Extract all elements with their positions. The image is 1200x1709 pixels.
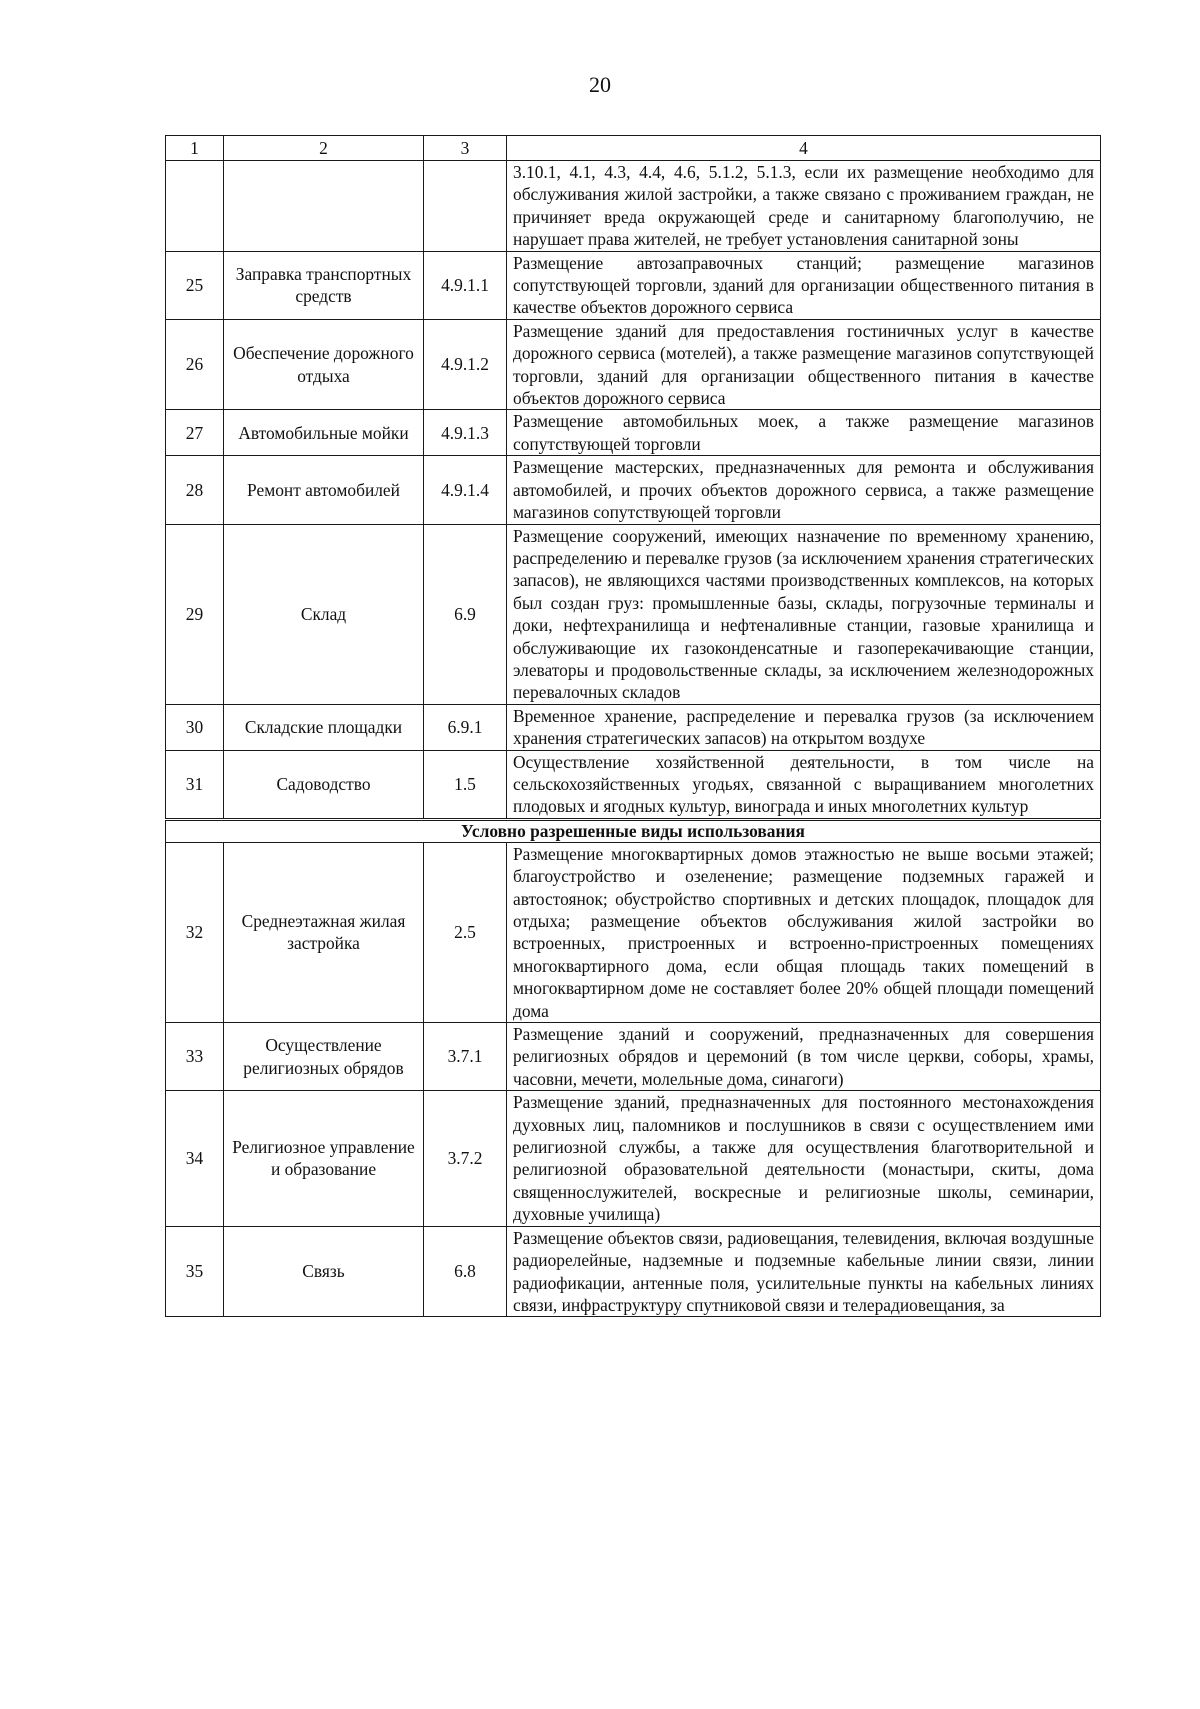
land-use-name: Склад: [224, 524, 424, 704]
land-use-description: Осуществление хозяйственной деятельности, в том числе на сельскохозяйственных угодьях, связанной с выращиванием многолетних плодовых и ягодных культур, винограда и иных многолетних культур: [507, 750, 1101, 819]
section-title: Условно разрешенные виды использования: [166, 819, 1101, 842]
land-use-description: Размещение объектов связи, радиовещания, телевидения, включая воздушные радиорелейные, надземные и подземные кабельные линии связи, линии радиофикации, антенные поля, усилительные пункты на кабельных линиях связи, инфраструктуру спутниковой связи и телерадиовещания, за: [507, 1226, 1101, 1317]
land-use-name: Садоводство: [224, 750, 424, 819]
land-use-description: Размещение многоквартирных домов этажностью не выше восьми этажей; благоустройство и озеленение; размещение подземных гаражей и автостоянок; обустройство спортивных и детских площадок, площадок для отдыха; размещение объектов обслуживания жилой застройки во встроенных, пристроенных и встроенно-пристроенных помещениях многоквартирного дома, если общая площадь таких помещений в многоквартирном доме не составляет более 20% общей площади помещений дома: [507, 842, 1101, 1022]
row-number: 26: [166, 319, 224, 410]
land-use-name: Среднеэтажная жилая застройка: [224, 842, 424, 1022]
land-use-description: Размещение зданий, предназначенных для постоянного местонахождения духовных лиц, паломников и послушников в связи с осуществлением ими религиозной службы, а также для осуществления благотворительной и религиозной образовательной деятельности (монастыри, скиты, дома священнослужителей, воскресные и религиозные школы, семинарии, духовные училища): [507, 1091, 1101, 1226]
land-use-description: Размещение зданий для предоставления гостиничных услуг в качестве дорожного сервиса (мотелей), а также размещение магазинов сопутствующей торговли, зданий для организации общественного питания в качестве объектов дорожного сервиса: [507, 319, 1101, 410]
land-use-name: Связь: [224, 1226, 424, 1317]
land-use-name: Религиозное управление и образование: [224, 1091, 424, 1226]
classifier-code: 4.9.1.3: [424, 410, 507, 456]
header-cell-2: 2: [224, 136, 424, 161]
land-use-name: Заправка транспортных средств: [224, 251, 424, 319]
land-use-description: Размещение мастерских, предназначенных для ремонта и обслуживания автомобилей, и прочих объектов дорожного сервиса, а также размещение магазинов сопутствующей торговли: [507, 456, 1101, 524]
land-use-name: Автомобильные мойки: [224, 410, 424, 456]
page-number: 20: [589, 72, 611, 97]
land-use-description: Размещение сооружений, имеющих назначение по временному хранению, распределению и перевалке грузов (за исключением хранения стратегических запасов), не являющихся частями производственных комплексов, на которых был создан груз: промышленные базы, склады, погрузочные терминалы и доки, нефтехранилища и нефтеналивные станции, газовые хранилища и обслуживающие их газоконденсатные и газоперекачивающие станции, элеваторы и продовольственные склады, за исключением железнодорожных перевалочных складов: [507, 524, 1101, 704]
classifier-code: 4.9.1.1: [424, 251, 507, 319]
land-use-description: Размещение автомобильных моек, а также размещение магазинов сопутствующей торговли: [507, 410, 1101, 456]
table-row: [166, 750, 1101, 819]
table-row: [166, 1023, 1101, 1091]
header-cell-3: 3: [424, 136, 507, 161]
row-number: 35: [166, 1226, 224, 1317]
row-number: 34: [166, 1091, 224, 1226]
continuation-description: 3.10.1, 4.1, 4.3, 4.4, 4.6, 5.1.2, 5.1.3, если их размещение необходимо для обслуживания жилой застройки, а также связано с проживанием граждан, не причиняет вреда окружающей среде и санитарному благополучию, не нарушает права жителей, не требует установления санитарной зоны: [507, 161, 1101, 252]
table-header-row: [166, 136, 1101, 161]
land-use-table: [165, 135, 1101, 1317]
table-row: [166, 251, 1101, 319]
classifier-code: 6.9.1: [424, 704, 507, 750]
row-number: 27: [166, 410, 224, 456]
empty-cell: [166, 161, 224, 252]
continuation-row: [166, 161, 1101, 252]
land-use-description: Размещение автозаправочных станций; размещение магазинов сопутствующей торговли, зданий для организации общественного питания в качестве объектов дорожного сервиса: [507, 251, 1101, 319]
classifier-code: 3.7.1: [424, 1023, 507, 1091]
land-use-name: Складские площадки: [224, 704, 424, 750]
land-use-name: Ремонт автомобилей: [224, 456, 424, 524]
land-use-description: Размещение зданий и сооружений, предназначенных для совершения религиозных обрядов и церемоний (в том числе церкви, соборы, храмы, часовни, мечети, молельные дома, синагоги): [507, 1023, 1101, 1091]
header-cell-4: 4: [507, 136, 1101, 161]
empty-cell: [224, 161, 424, 252]
land-use-name: Обеспечение дорожного отдыха: [224, 319, 424, 410]
classifier-code: 6.9: [424, 524, 507, 704]
table-row: [166, 842, 1101, 1022]
row-number: 28: [166, 456, 224, 524]
classifier-code: 1.5: [424, 750, 507, 819]
table-row: [166, 704, 1101, 750]
row-number: 33: [166, 1023, 224, 1091]
table-row: [166, 1091, 1101, 1226]
section-header-row: [166, 819, 1101, 842]
table-row: [166, 456, 1101, 524]
header-cell-1: 1: [166, 136, 224, 161]
row-number: 25: [166, 251, 224, 319]
classifier-code: 3.7.2: [424, 1091, 507, 1226]
table-row: [166, 410, 1101, 456]
table-row: [166, 524, 1101, 704]
row-number: 29: [166, 524, 224, 704]
row-number: 31: [166, 750, 224, 819]
classifier-code: 6.8: [424, 1226, 507, 1317]
table-row: [166, 1226, 1101, 1317]
row-number: 32: [166, 842, 224, 1022]
row-number: 30: [166, 704, 224, 750]
land-use-name: Осуществление религиозных обрядов: [224, 1023, 424, 1091]
classifier-code: 4.9.1.4: [424, 456, 507, 524]
land-use-description: Временное хранение, распределение и перевалка грузов (за исключением хранения стратегических запасов) на открытом воздухе: [507, 704, 1101, 750]
classifier-code: 4.9.1.2: [424, 319, 507, 410]
empty-cell: [424, 161, 507, 252]
table-row: [166, 319, 1101, 410]
classifier-code: 2.5: [424, 842, 507, 1022]
